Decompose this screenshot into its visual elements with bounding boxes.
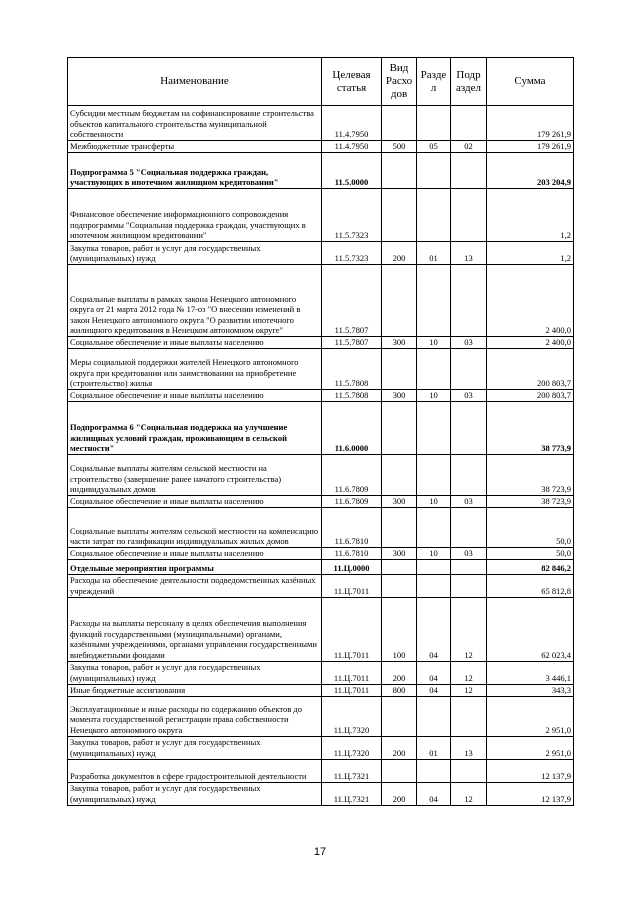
row-section: 01 [417, 242, 451, 265]
row-target-article: 11.5.7807 [322, 265, 382, 337]
row-name: Эксплуатационные и иные расходы по содержанию объектов до момента государственной регистрации права собственности Ненецкого автономного округа [68, 696, 322, 736]
row-name: Расходы на обеспечение деятельности подведомственных казённых учреждений [68, 574, 322, 597]
row-expense-type [382, 189, 417, 242]
row-section: 05 [417, 141, 451, 153]
table-row [68, 106, 574, 141]
row-subsection [451, 560, 487, 575]
row-section [417, 574, 451, 597]
row-sum: 2 400,0 [487, 265, 574, 337]
row-section: 04 [417, 782, 451, 805]
row-subsection: 13 [451, 242, 487, 265]
table-row [68, 189, 574, 242]
row-sum: 38 723,9 [487, 455, 574, 496]
row-section: 10 [417, 337, 451, 349]
row-sum: 2 400,0 [487, 337, 574, 349]
table-row [68, 684, 574, 696]
row-name: Социальное обеспечение и иные выплаты населению [68, 337, 322, 349]
table-row [68, 455, 574, 496]
row-name: Социальные выплаты в рамках закона Ненецкого автономного округа от 21 марта 2012 года № 17-оз "О внесении изменений в закон Ненецкого автономного округа "О развитии ипотечного жилищного кредитования в Ненецком автономном округе" [68, 265, 322, 337]
row-target-article: 11.5.7323 [322, 189, 382, 242]
row-sum: 50,0 [487, 548, 574, 560]
table-row [68, 574, 574, 597]
row-subsection: 12 [451, 597, 487, 661]
row-target-article: 11.5.0000 [322, 153, 382, 189]
table-row [68, 661, 574, 684]
row-target-article: 11.Ц.7011 [322, 661, 382, 684]
row-section [417, 402, 451, 455]
row-sum: 82 846,2 [487, 560, 574, 575]
row-subsection: 12 [451, 782, 487, 805]
row-section [417, 106, 451, 141]
row-expense-type [382, 696, 417, 736]
row-subsection: 12 [451, 684, 487, 696]
row-subsection: 13 [451, 736, 487, 759]
row-sum: 200 803,7 [487, 349, 574, 390]
row-sum: 2 951,0 [487, 736, 574, 759]
table-row [68, 390, 574, 402]
row-subsection [451, 153, 487, 189]
table-row [68, 696, 574, 736]
row-sum: 38 773,9 [487, 402, 574, 455]
row-sum: 65 812,8 [487, 574, 574, 597]
row-subsection: 02 [451, 141, 487, 153]
row-section: 04 [417, 597, 451, 661]
row-expense-type [382, 153, 417, 189]
table-row [68, 349, 574, 390]
row-expense-type: 300 [382, 496, 417, 508]
row-target-article: 11.Ц.0000 [322, 560, 382, 575]
row-subsection [451, 508, 487, 548]
row-expense-type [382, 265, 417, 337]
row-target-article: 11.6.0000 [322, 402, 382, 455]
row-section [417, 759, 451, 782]
row-section [417, 696, 451, 736]
row-name: Социальное обеспечение и иные выплаты населению [68, 548, 322, 560]
row-subsection [451, 696, 487, 736]
row-expense-type [382, 508, 417, 548]
row-subsection [451, 759, 487, 782]
row-expense-type [382, 759, 417, 782]
row-name: Закупка товаров, работ и услуг для государственных (муниципальных) нужд [68, 782, 322, 805]
budget-table [67, 57, 574, 806]
row-name: Субсидии местным бюджетам на софинансирование строительства объектов капитального строительства муниципальной собственности [68, 106, 322, 141]
row-subsection: 03 [451, 390, 487, 402]
row-expense-type: 200 [382, 736, 417, 759]
row-expense-type: 300 [382, 548, 417, 560]
row-expense-type: 100 [382, 597, 417, 661]
row-target-article: 11.Ц.7011 [322, 574, 382, 597]
row-target-article: 11.Ц.7011 [322, 684, 382, 696]
row-subsection [451, 402, 487, 455]
row-expense-type: 800 [382, 684, 417, 696]
row-sum: 2 951,0 [487, 696, 574, 736]
row-target-article: 11.Ц.7321 [322, 759, 382, 782]
row-section: 10 [417, 496, 451, 508]
row-expense-type [382, 349, 417, 390]
row-target-article: 11.Ц.7320 [322, 696, 382, 736]
row-subsection: 03 [451, 496, 487, 508]
table-row [68, 242, 574, 265]
page-number: 17 [313, 846, 327, 858]
row-name: Закупка товаров, работ и услуг для государственных (муниципальных) нужд [68, 242, 322, 265]
row-name: Социальные выплаты жителям сельской местности на строительство (завершение ранее начатого строительства) индивидуальных домов [68, 455, 322, 496]
row-expense-type [382, 455, 417, 496]
row-expense-type [382, 574, 417, 597]
row-subsection [451, 574, 487, 597]
row-section: 10 [417, 548, 451, 560]
row-sum: 179 261,9 [487, 141, 574, 153]
header-expense-type: Вид Расхо дов [382, 58, 417, 106]
row-sum: 1,2 [487, 242, 574, 265]
row-name: Подпрограмма 5 "Социальная поддержка граждан, участвующих в ипотечном жилищном кредитовании" [68, 153, 322, 189]
row-sum: 62 023,4 [487, 597, 574, 661]
row-name: Иные бюджетные ассигнования [68, 684, 322, 696]
row-name: Расходы на выплаты персоналу в целях обеспечения выполнения функций государственными (муниципальными) органами, казёнными учреждениями, органами управления государственными внебюджетными фондами [68, 597, 322, 661]
row-name: Межбюджетные трансферты [68, 141, 322, 153]
row-target-article: 11.6.7810 [322, 508, 382, 548]
row-name: Подпрограмма 6 "Социальная поддержка на улучшение жилищных условий граждан, проживающим в сельской местности" [68, 402, 322, 455]
row-expense-type [382, 560, 417, 575]
row-subsection [451, 349, 487, 390]
row-name: Разработка документов в сфере градостроительной деятельности [68, 759, 322, 782]
table-row [68, 496, 574, 508]
row-name: Меры социальной поддержки жителей Ненецкого автономного округа при кредитовании или заимствовании на приобретение (строительство) жилья [68, 349, 322, 390]
row-sum: 3 446,1 [487, 661, 574, 684]
header-target-article: Целевая статья [322, 58, 382, 106]
table-row [68, 265, 574, 337]
row-target-article: 11.6.7809 [322, 496, 382, 508]
row-section: 10 [417, 390, 451, 402]
table-row [68, 759, 574, 782]
row-expense-type: 200 [382, 661, 417, 684]
header-name: Наименование [68, 58, 322, 106]
row-name: Закупка товаров, работ и услуг для государственных (муниципальных) нужд [68, 736, 322, 759]
row-target-article: 11.6.7809 [322, 455, 382, 496]
row-subsection [451, 455, 487, 496]
row-name: Социальное обеспечение и иные выплаты населению [68, 390, 322, 402]
row-expense-type: 300 [382, 337, 417, 349]
table-header-row [68, 58, 574, 106]
row-target-article: 11.Ц.7321 [322, 782, 382, 805]
row-sum: 38 723,9 [487, 496, 574, 508]
row-name: Закупка товаров, работ и услуг для государственных (муниципальных) нужд [68, 661, 322, 684]
row-name: Социальные выплаты жителям сельской местности на компенсацию части затрат по газификации индивидуальных жилых домов [68, 508, 322, 548]
row-sum: 200 803,7 [487, 390, 574, 402]
table-row [68, 782, 574, 805]
row-subsection: 03 [451, 337, 487, 349]
row-expense-type: 500 [382, 141, 417, 153]
row-target-article: 11.5.7808 [322, 390, 382, 402]
row-section [417, 508, 451, 548]
row-section [417, 153, 451, 189]
row-sum: 203 204,9 [487, 153, 574, 189]
row-target-article: 11.4.7950 [322, 141, 382, 153]
row-target-article: 11.Ц.7320 [322, 736, 382, 759]
row-subsection [451, 189, 487, 242]
row-sum: 50,0 [487, 508, 574, 548]
row-name: Отдельные мероприятия программы [68, 560, 322, 575]
row-section: 01 [417, 736, 451, 759]
table-row [68, 337, 574, 349]
row-target-article: 11.4.7950 [322, 106, 382, 141]
row-section: 04 [417, 661, 451, 684]
row-expense-type [382, 402, 417, 455]
row-section: 04 [417, 684, 451, 696]
row-sum: 12 137,9 [487, 782, 574, 805]
row-sum: 1,2 [487, 189, 574, 242]
row-subsection: 12 [451, 661, 487, 684]
row-expense-type: 200 [382, 782, 417, 805]
row-expense-type [382, 106, 417, 141]
table-row [68, 548, 574, 560]
row-section [417, 189, 451, 242]
table-row-subtotal [68, 560, 574, 575]
row-target-article: 11.5.7323 [322, 242, 382, 265]
row-sum: 12 137,9 [487, 759, 574, 782]
row-subsection [451, 106, 487, 141]
table-row [68, 597, 574, 661]
row-expense-type: 200 [382, 242, 417, 265]
row-expense-type: 300 [382, 390, 417, 402]
row-name: Социальное обеспечение и иные выплаты населению [68, 496, 322, 508]
row-sum: 343,3 [487, 684, 574, 696]
row-section [417, 349, 451, 390]
row-target-article: 11.5.7807 [322, 337, 382, 349]
row-subsection [451, 265, 487, 337]
header-sum: Сумма [487, 58, 574, 106]
row-sum: 179 261,9 [487, 106, 574, 141]
row-section [417, 265, 451, 337]
row-section [417, 560, 451, 575]
table-row-subtotal [68, 402, 574, 455]
row-target-article: 11.5.7808 [322, 349, 382, 390]
table-row [68, 141, 574, 153]
header-subsection: Подр аздел [451, 58, 487, 106]
row-target-article: 11.Ц.7011 [322, 597, 382, 661]
table-row-subtotal [68, 153, 574, 189]
row-target-article: 11.6.7810 [322, 548, 382, 560]
header-section: Разде л [417, 58, 451, 106]
row-name: Финансовое обеспечение информационного сопровождения подпрограммы "Социальная поддержка граждан, участвующих в ипотечном жилищном кредитовании" [68, 189, 322, 242]
table-row [68, 508, 574, 548]
row-section [417, 455, 451, 496]
row-subsection: 03 [451, 548, 487, 560]
table-row [68, 736, 574, 759]
